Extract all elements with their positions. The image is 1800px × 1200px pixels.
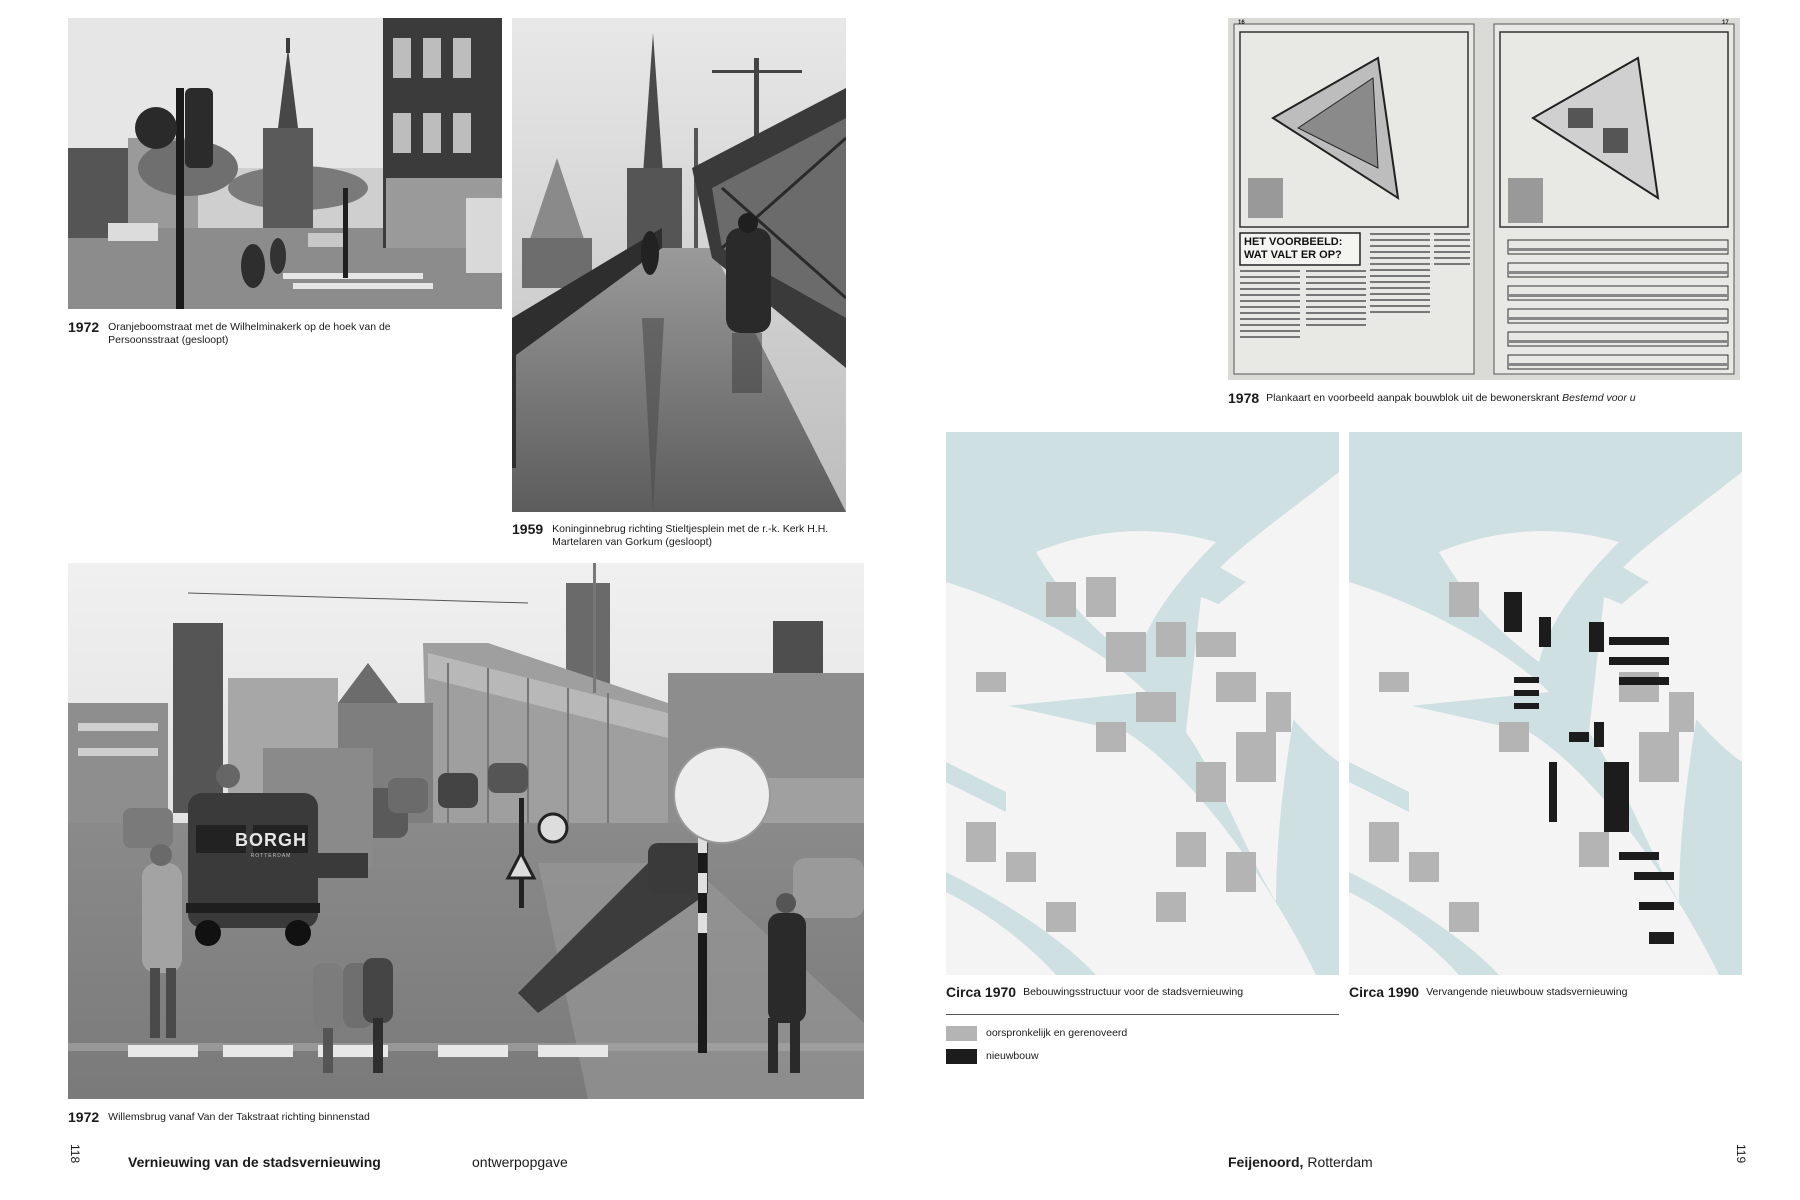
legend-label-new: nieuwbouw <box>986 1050 1039 1062</box>
caption-text: Koninginnebrug richting Stieltjesplein met de r.-k. Kerk H.H. Martelaren van Gorkum (gesloopt) <box>552 523 829 548</box>
photo-oranjeboomstraat <box>68 18 502 309</box>
caption-text: Willemsbrug vanaf Van der Takstraat richting binnenstad <box>108 1111 370 1123</box>
footer-place: Feijenoord, Rotterdam <box>1228 1154 1373 1170</box>
caption-circa-1970 <box>946 985 1346 999</box>
van-sign: BORGH <box>235 830 307 850</box>
caption-year: 1959 <box>512 521 544 537</box>
clipping-right-page-number: 17 <box>1722 20 1729 26</box>
clipping-bewonerskrant <box>1228 18 1740 380</box>
footer-title: Vernieuwing van de stadsvernieuwing <box>128 1154 381 1170</box>
footer-section: ontwerpopgave <box>472 1154 568 1170</box>
caption-1972-oranjeboomstraat <box>68 320 428 347</box>
map-circa-1970 <box>946 432 1339 975</box>
legend-swatch-existing <box>946 1026 977 1041</box>
caption-1972-willemsbrug <box>68 1110 568 1124</box>
map-circa-1990 <box>1349 432 1742 975</box>
photo-koninginnebrug <box>512 18 846 512</box>
page-number-right: 119 <box>1734 1144 1748 1164</box>
caption-year: Circa 1970 <box>946 984 1017 1000</box>
caption-year: 1978 <box>1228 390 1260 406</box>
caption-circa-1990 <box>1349 985 1749 999</box>
clipping-left-page-number: 16 <box>1238 20 1245 26</box>
legend-divider <box>946 1014 1339 1015</box>
caption-1978-clipping <box>1228 391 1748 405</box>
caption-text: Oranjeboomstraat met de Wilhelminakerk op de hoek van de Persoonsstraat (gesloopt) <box>108 321 391 346</box>
clipping-headline-1: HET VOORBEELD: <box>1244 236 1343 248</box>
van-subsign: ROTTERDAM <box>250 853 292 859</box>
legend-label-existing: oorspronkelijk en gerenoveerd <box>986 1027 1128 1039</box>
caption-year: 1972 <box>68 1109 100 1125</box>
caption-year: 1972 <box>68 319 100 335</box>
caption-year: Circa 1990 <box>1349 984 1420 1000</box>
page-number-left: 118 <box>68 1144 82 1164</box>
caption-1959-koninginnebrug <box>512 522 852 549</box>
clipping-headline-2: WAT VALT ER OP? <box>1244 249 1342 261</box>
photo-willemsbrug <box>68 563 864 1099</box>
legend-swatch-new <box>946 1049 977 1064</box>
caption-text: Bebouwingsstructuur voor de stadsvernieuwing <box>1023 986 1244 998</box>
caption-text: Plankaart en voorbeeld aanpak bouwblok uit de bewonerskrant Bestemd voor u <box>1266 392 1636 404</box>
caption-text: Vervangende nieuwbouw stadsvernieuwing <box>1426 986 1628 998</box>
